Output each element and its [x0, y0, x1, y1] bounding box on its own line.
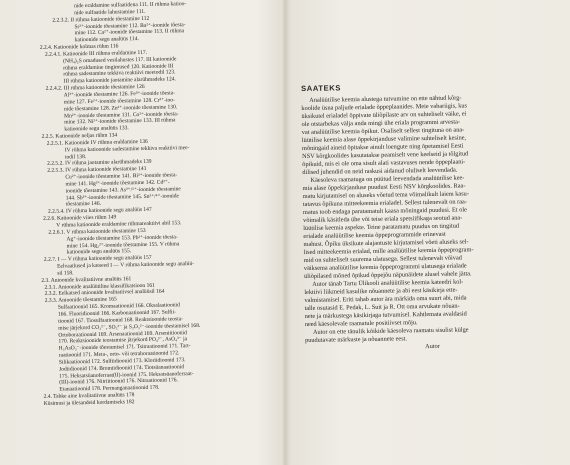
toc-entry: Mn²⁺-ioonide tõestamine 131. Co²⁺-ioonide tõesta-	[64, 110, 179, 119]
toc-entry: 2.3. Anioonide kvalitatiivne analüüs 161	[41, 275, 132, 284]
toc-entry: 2.3.1. Anioonide analüütiline klassifikatsioon 161	[44, 282, 155, 291]
preface-line: lektiivi liikmeid kasulike nõuannete ja abi eest käsikirja ette-	[304, 286, 458, 297]
toc-entry: Etanaatioonid 178. Permanganaatioonid 178.	[59, 384, 160, 393]
preface-line: mia alase õppekirjanduse puudust Eesti NSV kõrgkoolides. Raa-	[302, 182, 466, 193]
preface-line: dilised juhendid on neid raskusi aidanud oluliselt leevendada.	[302, 166, 458, 177]
toc-entry: 2.2.5.3. IV rühma katioonide tõestamine 141	[47, 166, 147, 175]
toc-entry: ioonide tõestamine 143. As³⁺/⁵⁺-ioonide tõestamine	[65, 186, 181, 195]
toc-entry: 144. Sb³⁺-ioonide tõestamine 145. Sn²⁺/⁴⁺-ioonide	[65, 192, 180, 202]
toc-entry: Küsimusi ja ülesandeid kordamiseks 182	[43, 399, 135, 407]
toc-entry: Silikaatioonid 172. Sulfiidioonid 173. Kloriidioonid 173.	[58, 357, 186, 366]
toc-entry: nide tõestamine 128. Zn²⁺-ioonide tõestamine 130.	[63, 103, 178, 113]
preface-line: üliõpilased mõned õpikud õppejõu näpunäidete alusel vahele jätta.	[303, 270, 472, 281]
toc-entry: nide sulfaatide lahustamine 111.	[74, 8, 146, 17]
preface-line: vat analüütilise keemia õpikut. Osaliselt sellest tingituna on ana-	[301, 126, 465, 137]
toc-entry: 2.2.7. I — V rühma katioonide segu analüüs 157	[43, 255, 152, 264]
toc-entry: 170. Reaktsioonide teostamise järjekord PO₄³⁻, AsO₄³⁻ ja	[58, 336, 188, 345]
toc-entry: 2.2.5. Katioonide neljas rühm 134	[41, 132, 118, 140]
preface-line: lüütilise keemia alase õppekirjanduse valimine suhteliselt kesine,	[301, 134, 467, 145]
preface-line: puudutavate märkuste ja nõuannete eest.	[304, 335, 408, 345]
preface-line: erialade analüütilise keemia õppeprogrammide erinevast	[303, 231, 446, 241]
preface-line: mõningaid aineid õpitakse ainult loengute ning õpetamisel Eesti	[301, 142, 464, 153]
toc-entry: rühma sadestamine tekkiva reaktiivi meetodil 123.	[63, 69, 176, 78]
preface-line: nete ja märkustega käsikirjaga tutvumisel. Kahtlemata avaldasid	[304, 310, 467, 321]
toc-entry: 2.2.4.2. III rühma katioonide tõestamine 126	[45, 84, 145, 92]
preface-line: valmistamisel. Eriti tahab autor ära märkida oma suurt abi, mida	[304, 294, 467, 305]
toc-entry: Ag⁺-ioonide tõestamine 153. Pb²⁺-ioonide tõesta-	[66, 234, 178, 243]
toc-entry: sil 158.	[57, 270, 74, 277]
preface-line: matu kirjutamisel on aluseks võetud tema võimalikult laiem kasu-	[302, 190, 469, 201]
toc-entry: 2.2.6.1. V rühma katioonide tõestamine 153	[48, 227, 146, 236]
toc-entry: mine 112. Ca²⁺-ioonide tõestamine 113. II rühma	[74, 28, 185, 37]
toc-entry: katioonide segu analüüs 114.	[74, 36, 139, 44]
toc-entry: tioonid 167. Tiosulfaatioonid 168. Reaktsioonide teosta-	[58, 316, 184, 325]
preface-line: õpikuid, mis ei ole oma sisult alati vastavuses nende õppeplaani-	[302, 158, 466, 169]
toc-entry: 175. Heksatsüanoferraat(II)-ioonid 175. Heksatsüanoferraat-	[59, 370, 194, 380]
toc-entry: 166. Fluoridioonid 166. Karbonaatioonid 167. Sulfii-	[57, 309, 177, 318]
preface-line: võimalik käsitleda ühe või teise eriala spetsiifikaga seotud ana-	[303, 214, 463, 225]
toc-entry: H₃AsO₃⁻-ioonide tõestamisel 171. Tsitraatioonid 171. Tart-	[58, 343, 191, 352]
preface-line: NSV kõrgkoolides kasutatakse peamiselt vene keelseid ja tõlgitud	[302, 150, 469, 161]
preface-line: tatavus õpikuna mitteekeemia erialadel. Sellest tulenevalt on raa-	[302, 198, 467, 209]
right-page	[287, 0, 570, 465]
preface-line: mid on suhteliselt suurema ulatusega. Sellest tulenevalt võivad	[303, 254, 462, 265]
toc-entry: Jodiidioonid 174. Bromiidioonid 174. Tiotsüanaatioonid	[58, 363, 185, 373]
toc-entry: Ortoboraatioonid 169. Arsenaatioonid 169. Arseniitioonid	[58, 329, 187, 339]
toc-entry: nide eraldamine sulfaatidena 111. II rühma katioo-	[73, 1, 187, 10]
toc-entry: raatioonid 171. Meta-, orto- või tetraboraatioonid 172.	[58, 350, 180, 359]
toc-entry: Al³⁺-ioonide tõestamine 126. Fe³⁺-ioonide tõesta-	[63, 90, 176, 99]
preface-line: koolide üsna paljude erialade õppeplaanides. Meie vabariigis, kus	[301, 102, 468, 113]
toc-entry: mine 132. Ni²⁺-ioonide tõestamine 133. III rühma	[64, 117, 176, 126]
preface-line: talle osutasid E. Pedak, L. Suit ja R. Ott oma arvukate nõuan-	[304, 302, 460, 313]
toc-entry: mise järjekord CO₃²⁻, SO₃²⁻ ja S₂O₃²⁻-ioonide tõestamisel 168.	[58, 322, 201, 332]
preface-line: need käesolevale raamatule positiivset mõju.	[304, 319, 418, 329]
toc-entry: katioonide segu analüüs 155.	[66, 248, 132, 256]
toc-entry: 2.2.6. Katioonide viies rühm 149	[43, 214, 117, 223]
preface-line: ole otstarbekas välja anda mingi ühe eriala programmi arvesta-	[301, 118, 461, 129]
toc-entry: Cu²⁺-ioonide tõestamine 141. Bi³⁺-ioonide tõesta-	[65, 172, 178, 181]
preface-line: lüütilise keemia aspekte. Teine paratamatu puudus on tingitud	[303, 222, 460, 233]
toc-entry: rühma eraldamine tingimused 120. Katioonide III	[63, 62, 174, 72]
toc-entry: mine 154. Hg₂²⁺-ioonide tõestamine 155. V rühma	[66, 240, 180, 249]
toc-entry: mine 127. Fe²⁺-ioonide tõestamine 128. Cr³⁺-ioo-	[63, 97, 175, 106]
toc-entry: 2.2.5.4. IV rühma katioonide segu analüüs 147	[47, 207, 152, 216]
toc-entry: todil 138.	[64, 153, 87, 161]
toc-entry: 2.4. Tabke aine kvalitatiivne analüüs 178	[43, 392, 135, 401]
toc-entry: Eelvaatlused ja katseed I — V rühma katioonide segu analüü-	[56, 261, 195, 270]
preface-line: väiksema analüütilise keemia õppeprogrammi ulatusega erialade	[303, 262, 467, 273]
toc-entry: Sr²⁺-ioonide tõestamine 112. Ba²⁺-ioonide tõesta-	[74, 21, 186, 30]
toc-entry: 2.2.4.1. Katioonide III rühma eraldamine 117.	[44, 49, 148, 58]
toc-entry: 2.3.2. Eelkatsed anioonide kvalitatiivsel analüüsil 164	[44, 289, 165, 298]
toc-entry: 2.2.5.1. Katioonide IV rühma eraldamine 136	[46, 138, 148, 147]
preface-line: Autor tänab Tartu Ülikooli analüütilise keemia kateedri kol-	[312, 278, 464, 289]
toc-entry: 2.2.3.2. II rühma katioonide tõestamine 112	[52, 15, 150, 24]
preface-line: matus toob endaga paratamatult kaasa mõningaid puudusi. Et ole	[302, 206, 467, 217]
preface-heading: SAATEKS	[301, 83, 342, 93]
toc-entry: Sulfaatioonid 165. Kromaatioonid 166. Oksalaatioonid	[57, 302, 180, 311]
toc-entry: V rühma katioonide eraldamine rühmareaktiivi abil 153.	[56, 220, 182, 229]
left-page	[0, 0, 284, 465]
toc-entry: III rühma katioonide jaotamine alarühmadeks 124.	[63, 76, 176, 85]
toc-entry: katioonide segu analüüs 133.	[64, 125, 129, 133]
preface	[301, 79, 563, 354]
table-of-contents	[36, 0, 282, 408]
preface-body	[301, 93, 563, 354]
toc-entry: 2.2.4. Katioonide kolmas rühm 116	[39, 43, 119, 51]
toc-entry: tõestamine 146.	[65, 201, 102, 208]
preface-line: Analüütilise keemia alustega tutvumine on ette nähtud kõrg-	[309, 94, 462, 104]
toc-entry: (NH₄)₂S omadused vesilahustes 117. III katioonide	[63, 56, 177, 65]
toc-entry: (III)-ioonid 176. Nitriitioonid 176. Nitraatioonid 176.	[59, 377, 178, 387]
preface-line: üksikutel erialadel õppivate üliõpilaste arv on suhteliselt väike, ei	[301, 110, 467, 121]
toc-entry: mine 141. Hg²⁺-ioonide tõestamine 142. Cd²⁺-	[65, 179, 170, 188]
preface-line: lised mitteekeemia erialad, mille analüütilise keemia õppeprogram-	[303, 246, 474, 257]
preface-line: Käesoleva raamatuga on püütud leevendada analüütilise kee-	[310, 174, 465, 185]
toc-entry: 2.3.3. Anioonide tõestamine 165	[44, 296, 117, 305]
preface-signature: Autor	[425, 343, 440, 351]
toc-entry: 2.2.5.2. IV rühma jaotamine alarühmadeks 139	[47, 159, 152, 168]
toc-entry: IV rühma katioonide sadestamine tekkiva reaktiivi mee-	[64, 144, 190, 154]
preface-line: mahust. Õpiku üksikute alajaotuste kirjutamisel võeti aluseks sel-	[303, 238, 469, 249]
preface-line: Autor on ette tänulik kõikide käesoleva raamatu sisulist külge	[312, 326, 469, 337]
